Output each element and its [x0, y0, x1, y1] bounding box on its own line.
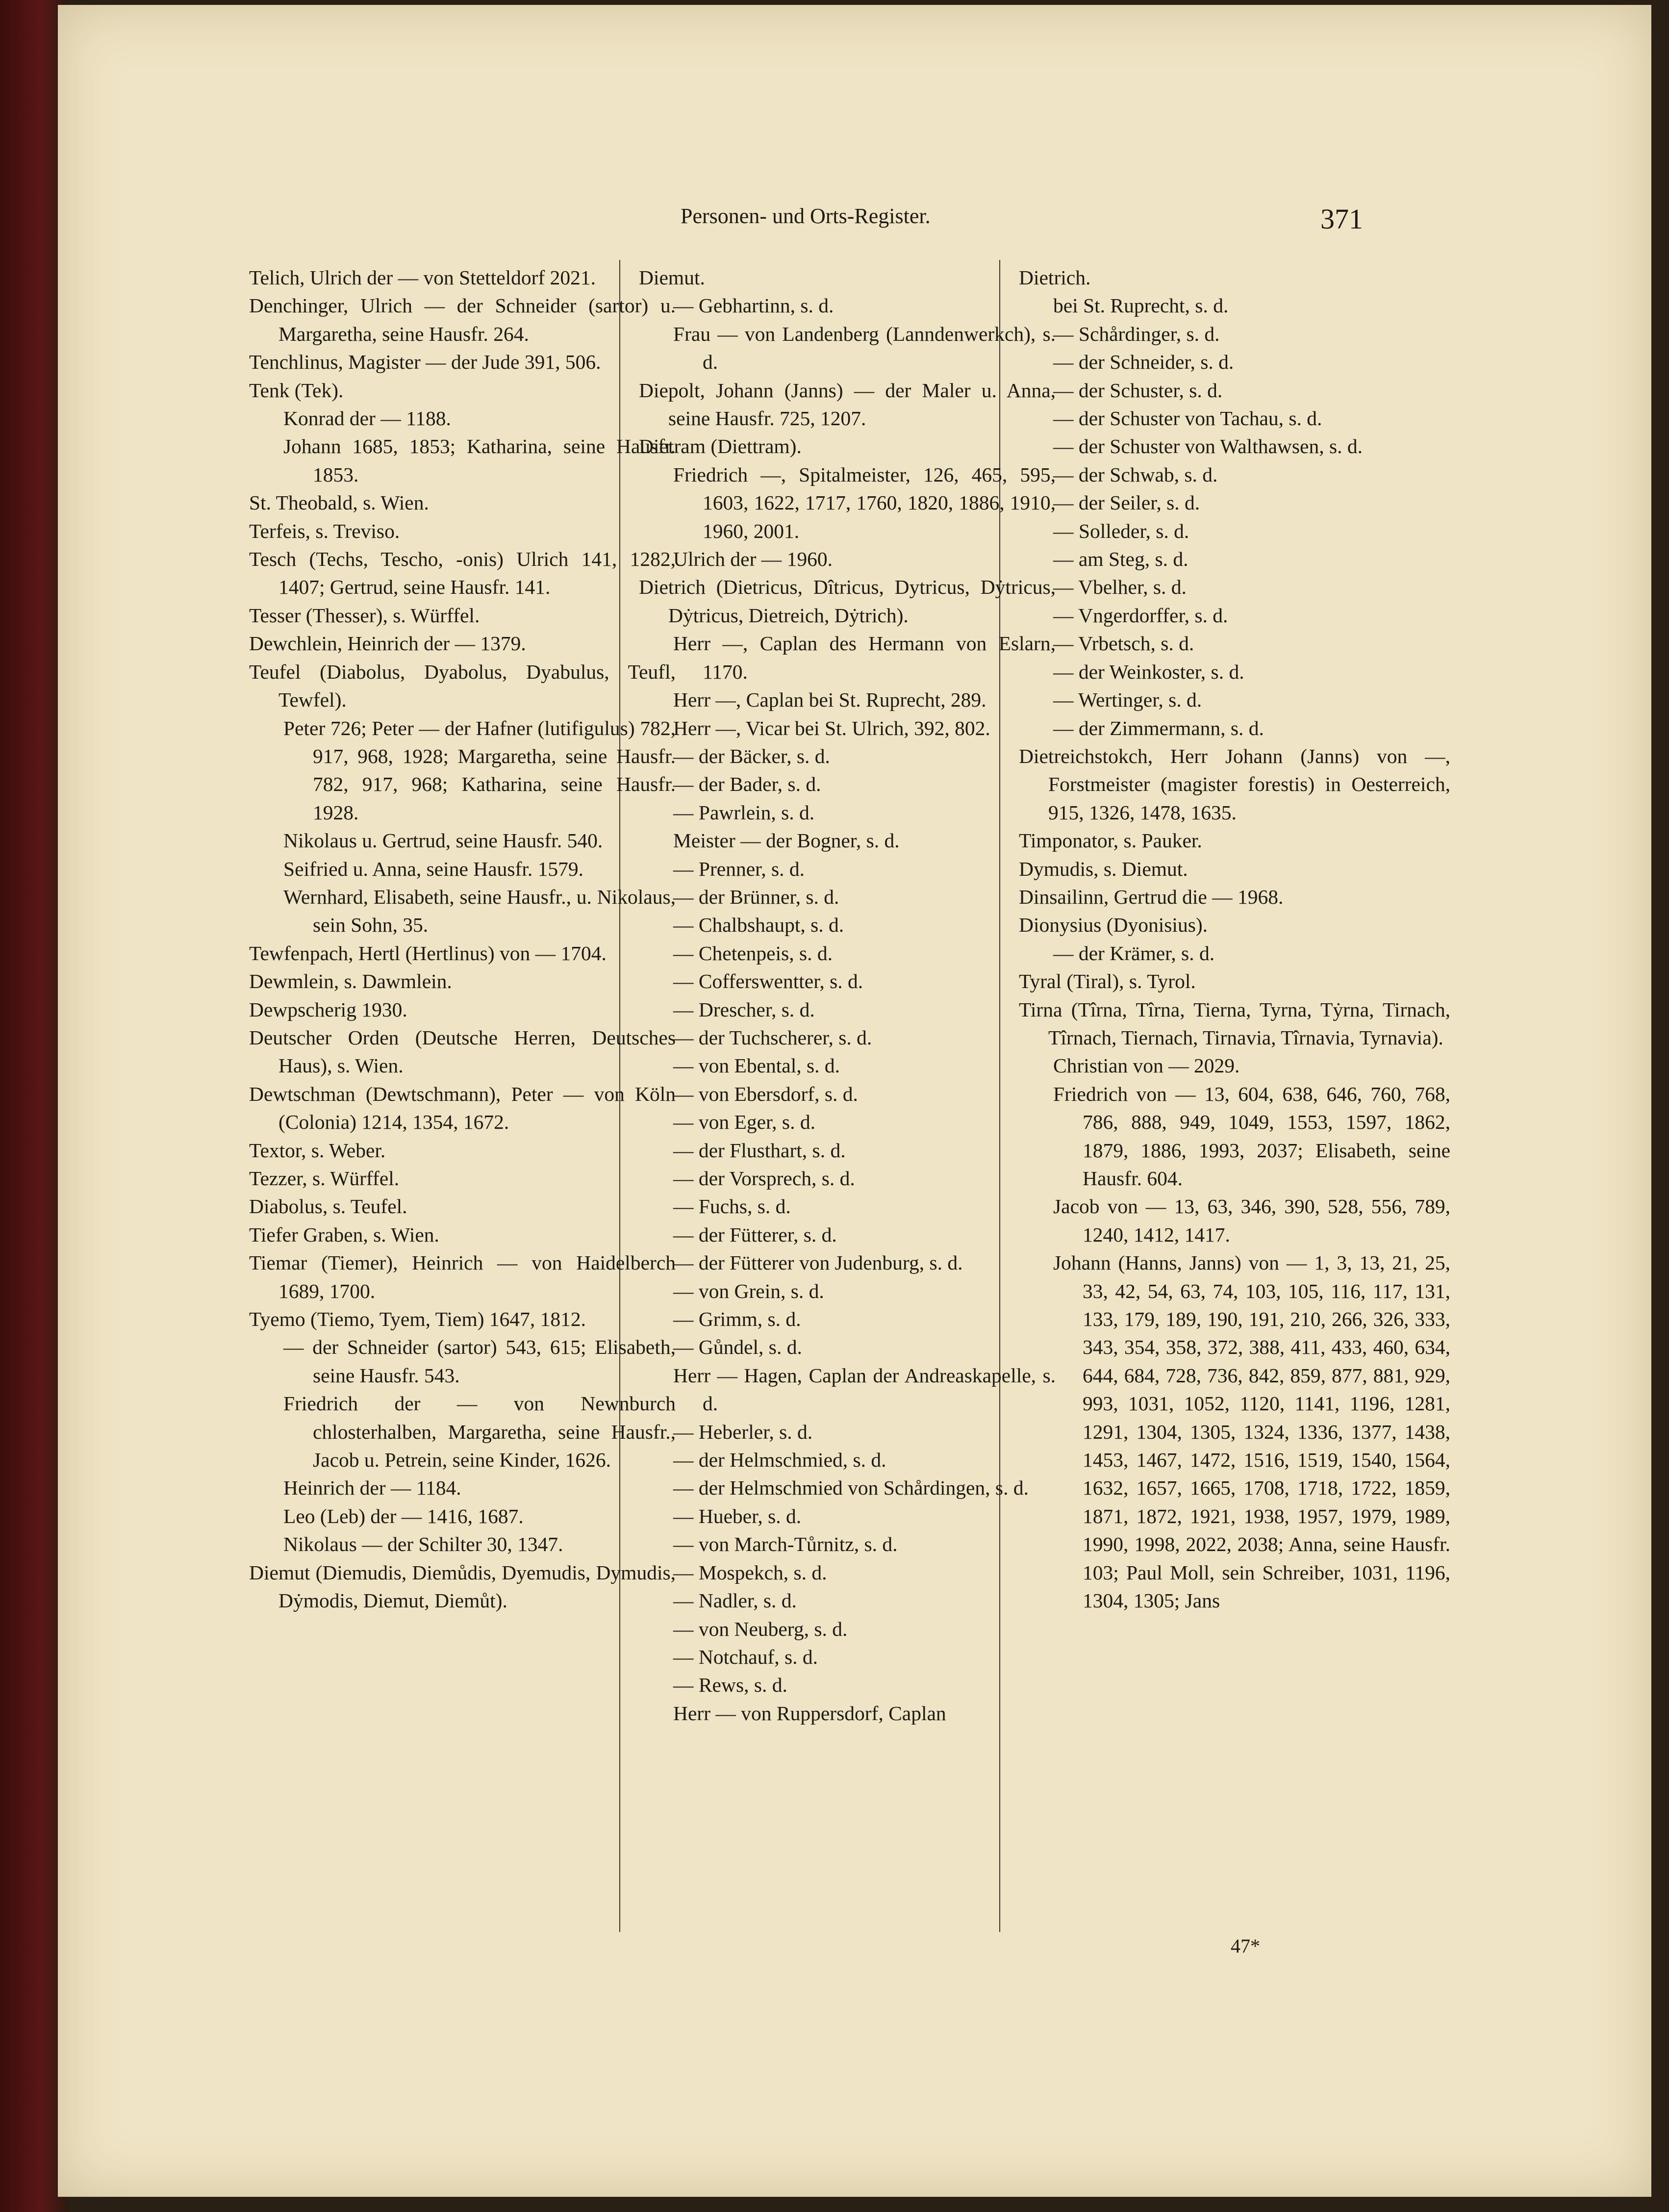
index-entry: Tirna (Tîrna, Tîrna, Tierna, Tyrna, Tẏrna, Tirnach, Tîrnach, Tiernach, Tirnavia, Tîrnavia, Tyrnavia). — [1019, 998, 1450, 1049]
index-column-left — [249, 264, 676, 1615]
index-entry: Diemut (Diemudis, Diemůdis, Dyemudis, Dymudis, Dẏmodis, Diemut, Diemůt). — [249, 1561, 676, 1612]
index-entry: Dewmlein, s. Dawmlein. — [249, 970, 452, 993]
index-entry: Dewtschman (Dewtschmann), Peter — von Köln (Colonia) 1214, 1354, 1672. — [249, 1082, 676, 1134]
index-subentry: — der Flusthart, s. d. — [673, 1139, 846, 1162]
index-subentry: — der Vorsprech, s. d. — [673, 1167, 855, 1190]
index-entry: Tiemar (Tiemer), Heinrich — von Haidelberch 1689, 1700. — [249, 1251, 676, 1302]
index-subentry: — von Neuberg, s. d. — [673, 1617, 848, 1640]
index-subentry: — Cofferswentter, s. d. — [673, 970, 863, 993]
index-subentry: — der Fütterer, s. d. — [673, 1223, 837, 1246]
index-subentry: Leo (Leb) der — 1416, 1687. — [283, 1504, 524, 1527]
index-subentry: Nikolaus — der Schilter 30, 1347. — [283, 1533, 563, 1556]
index-entry: Dietrich (Dietricus, Dîtricus, Dytricus, Dẏtricus, Dẏtricus, Dietreich, Dẏtrich). — [639, 576, 1056, 627]
index-subentry: — Gebhartinn, s. d. — [673, 294, 834, 317]
index-subentry: — der Schneider, s. d. — [1053, 351, 1234, 374]
index-subentry: — der Seiler, s. d. — [1053, 491, 1200, 514]
index-subentry: Herr — Hagen, Caplan der Andreaskapelle, s. d. — [673, 1364, 1056, 1415]
index-entry: Teufel (Diabolus, Dyabolus, Dyabulus, Teufl, Tewfel). — [249, 660, 676, 712]
index-subentry: — Gůndel, s. d. — [673, 1336, 802, 1359]
index-subentry: — der Fütterer von Judenburg, s. d. — [673, 1251, 963, 1274]
index-subentry: — Heberler, s. d. — [673, 1420, 813, 1443]
index-subentry: — der Bäcker, s. d. — [673, 744, 830, 767]
index-entry: Diemut. — [639, 266, 705, 289]
index-entry: Dietram (Diettram). — [639, 435, 802, 458]
index-subentry: — der Helmschmied, s. d. — [673, 1449, 886, 1472]
index-entry: Timponator, s. Pauker. — [1019, 829, 1202, 852]
index-entry: Tenk (Tek). — [249, 379, 344, 402]
index-subentry: — Pawrlein, s. d. — [673, 801, 815, 824]
index-subentry: Meister — der Bogner, s. d. — [673, 829, 900, 852]
index-entry: Terfeis, s. Treviso. — [249, 519, 400, 542]
index-subentry: — Schårdinger, s. d. — [1053, 322, 1220, 345]
index-entry: Tyral (Tiral), s. Tyrol. — [1019, 970, 1196, 993]
index-subentry: Friedrich —, Spitalmeister, 126, 465, 595, 1603, 1622, 1717, 1760, 1820, 1886, 1910, 1960, 2001. — [673, 463, 1056, 542]
index-entry: Dinsailinn, Gertrud die — 1968. — [1019, 885, 1284, 908]
index-subentry: Wernhard, Elisabeth, seine Hausfr., u. Nikolaus, sein Sohn, 35. — [283, 885, 676, 937]
index-column-middle — [639, 264, 1056, 1728]
index-entry: Telich, Ulrich der — von Stetteldorf 2021. — [249, 266, 596, 289]
index-subentry: — der Tuchscherer, s. d. — [673, 1026, 872, 1049]
index-subentry: — der Schuster, s. d. — [1053, 379, 1223, 402]
index-subentry: — Chetenpeis, s. d. — [673, 941, 833, 965]
index-entry: Tesch (Techs, Tescho, -onis) Ulrich 141, 1282, 1407; Gertrud, seine Hausfr. 141. — [249, 548, 676, 599]
index-entry: Deutscher Orden (Deutsche Herren, Deutsches Haus), s. Wien. — [249, 1026, 676, 1077]
index-subentry: — Vrbetsch, s. d. — [1053, 632, 1194, 655]
index-subentry: — Notchauf, s. d. — [673, 1645, 818, 1668]
index-entry: Denchinger, Ulrich — der Schneider (sartor) u. Margaretha, seine Hausfr. 264. — [249, 294, 676, 345]
index-subentry: — von Grein, s. d. — [673, 1279, 824, 1302]
index-subentry: — von Ebersdorf, s. d. — [673, 1082, 858, 1105]
index-subentry: Nikolaus u. Gertrud, seine Hausfr. 540. — [283, 829, 603, 852]
index-entry: Dewchlein, Heinrich der — 1379. — [249, 632, 526, 655]
index-subentry: — am Steg, s. d. — [1053, 548, 1189, 571]
index-subentry: — Hueber, s. d. — [673, 1504, 802, 1527]
index-subentry: Peter 726; Peter — der Hafner (lutifigulus) 782, 917, 968, 1928; Margaretha, seine Hausfr. 782, 917, 968; Katharina, seine Hausfr. 1928. — [283, 716, 676, 824]
index-subentry: — der Schwab, s. d. — [1053, 463, 1218, 486]
index-entry: Dymudis, s. Diemut. — [1019, 857, 1188, 880]
index-subentry: Seifried u. Anna, seine Hausfr. 1579. — [283, 857, 584, 880]
register-page — [58, 5, 1651, 2197]
index-subentry: — Vngerdorffer, s. d. — [1053, 604, 1228, 627]
index-subentry: Johann 1685, 1853; Katharina, seine Hausfr. 1853. — [283, 435, 676, 486]
index-subentry: — Wertinger, s. d. — [1053, 688, 1202, 712]
index-subentry: Jacob von — 13, 63, 346, 390, 528, 556, 789, 1240, 1412, 1417. — [1053, 1195, 1450, 1246]
index-entry: St. Theobald, s. Wien. — [249, 491, 429, 514]
index-subentry: — Rews, s. d. — [673, 1674, 787, 1697]
page-number: 371 — [1320, 203, 1363, 235]
index-subentry: Konrad der — 1188. — [283, 407, 451, 430]
index-subentry: — von Ebental, s. d. — [673, 1054, 840, 1077]
index-subentry: — der Helmschmied von Schårdingen, s. d. — [673, 1476, 1029, 1500]
index-subentry: Frau — von Landenberg (Lanndenwerkch), s. d. — [673, 322, 1056, 374]
index-entry: Tewfenpach, Hertl (Hertlinus) von — 1704. — [249, 941, 607, 965]
index-subentry: Johann (Hanns, Janns) von — 1, 3, 13, 21, 25, 33, 42, 54, 63, 74, 103, 105, 116, 117, 131, 133, 179, 189, 190, 191, 210, 266, 326, 333, 343, 354, 358, 372, 388, 411, 433, 460, 634, 644, 684, 728, 736, 842, 859, 877, 881, 929, 993, 1031, 1052, 1120, 1141, 1196, 1281, 1291, 1304, 1305, 1324, 1336, 1377, 1438, 1453, 1467, 1472, 1516, 1519, 1540, 1564, 1632, 1657, 1665, 1708, 1718, 1722, 1859, 1871, 1872, 1921, 1938, 1957, 1979, 1989, 1990, 1998, 2022, 2038; Anna, seine Hausfr. 103; Paul Moll, sein Schreiber, 1031, 1196, 1304, 1305; Jans — [1053, 1251, 1450, 1612]
index-entry: Dietreichstokch, Herr Johann (Janns) von —, Forstmeister (magister forestis) in Oesterreich, 915, 1326, 1478, 1635. — [1019, 744, 1450, 824]
index-subentry: Herr — von Ruppersdorf, Caplan — [673, 1702, 946, 1725]
index-subentry: — von Eger, s. d. — [673, 1111, 815, 1134]
index-subentry: Friedrich von — 13, 604, 638, 646, 760, 768, 786, 888, 949, 1049, 1553, 1597, 1862, 1879, 1886, 1993, 2037; Elisabeth, seine Hausfr. 604. — [1053, 1082, 1450, 1190]
index-subentry: — der Schneider (sartor) 543, 615; Elisabeth, seine Hausfr. 543. — [283, 1336, 676, 1387]
index-subentry: Friedrich der — von Newnburch chlosterhalben, Margaretha, seine Hausfr., Jacob u. Petrein, seine Kinder, 1626. — [283, 1392, 676, 1472]
index-subentry: — der Zimmermann, s. d. — [1053, 716, 1264, 739]
index-subentry: — Nadler, s. d. — [673, 1589, 797, 1612]
index-subentry: — von March-Tůrnitz, s. d. — [673, 1533, 898, 1556]
index-entry: Textor, s. Weber. — [249, 1139, 386, 1162]
index-subentry: — Vbelher, s. d. — [1053, 576, 1187, 599]
index-entry: Dietrich. — [1019, 266, 1091, 289]
index-subentry: Herr —, Vicar bei St. Ulrich, 392, 802. — [673, 716, 990, 739]
index-subentry: bei St. Ruprecht, s. d. — [1053, 294, 1229, 317]
index-column-right — [1019, 264, 1450, 1615]
index-subentry: — Prenner, s. d. — [673, 857, 805, 880]
running-title: Personen- und Orts-Register. — [681, 204, 931, 228]
index-entry: Tyemo (Tiemo, Tyem, Tiem) 1647, 1812. — [249, 1308, 586, 1331]
index-subentry: — der Weinkoster, s. d. — [1053, 660, 1244, 683]
index-subentry: Herr —, Caplan bei St. Ruprecht, 289. — [673, 688, 986, 712]
index-entry: Tezzer, s. Würffel. — [249, 1167, 400, 1190]
index-subentry: — Mospekch, s. d. — [673, 1561, 827, 1584]
printer-signature: 47* — [1231, 1935, 1260, 1957]
index-entry: Diepolt, Johann (Janns) — der Maler u. Anna, seine Hausfr. 725, 1207. — [639, 379, 1056, 430]
index-subentry: — der Brünner, s. d. — [673, 885, 839, 908]
index-entry: Diabolus, s. Teufel. — [249, 1195, 407, 1218]
page-header — [58, 203, 1651, 238]
index-subentry: — Solleder, s. d. — [1053, 519, 1189, 542]
index-entry: Dewpscherig 1930. — [249, 998, 407, 1021]
index-entry: Tenchlinus, Magister — der Jude 391, 506. — [249, 351, 601, 374]
index-subentry: — der Schuster von Walthawsen, s. d. — [1053, 435, 1363, 458]
index-entry: Tesser (Thesser), s. Würffel. — [249, 604, 480, 627]
index-subentry: Ulrich der — 1960. — [673, 548, 833, 571]
index-entry: Tiefer Graben, s. Wien. — [249, 1223, 439, 1246]
index-subentry: Herr —, Caplan des Hermann von Eslarn, 1170. — [673, 632, 1056, 683]
index-subentry: — Fuchs, s. d. — [673, 1195, 791, 1218]
index-subentry: Christian von — 2029. — [1053, 1054, 1240, 1077]
index-subentry: — der Bader, s. d. — [673, 773, 821, 796]
index-subentry: — der Krämer, s. d. — [1053, 941, 1215, 965]
index-subentry: — der Schuster von Tachau, s. d. — [1053, 407, 1322, 430]
index-subentry: — Grimm, s. d. — [673, 1308, 801, 1331]
index-subentry: — Drescher, s. d. — [673, 998, 815, 1021]
index-entry: Dionysius (Dyonisius). — [1019, 914, 1208, 937]
index-subentry: Heinrich der — 1184. — [283, 1476, 461, 1500]
index-subentry: — Chalbshaupt, s. d. — [673, 914, 844, 937]
